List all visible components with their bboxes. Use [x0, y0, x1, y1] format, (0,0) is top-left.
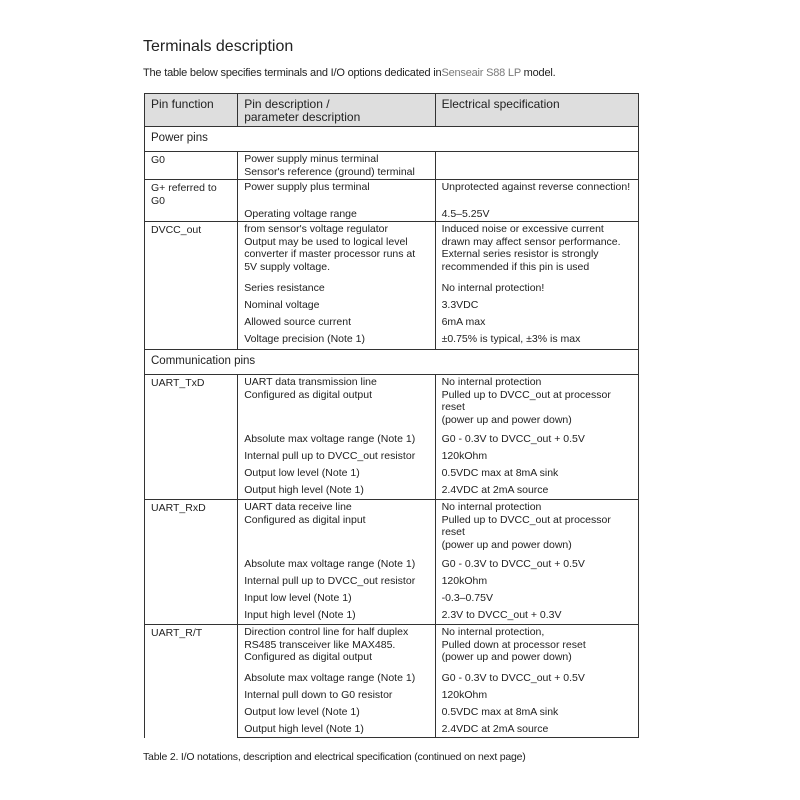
cell-text-line: Configured as digital output: [244, 651, 373, 664]
electrical-spec: [435, 332, 638, 350]
cell-text-line: Nominal voltage: [244, 298, 320, 311]
electrical-spec: [435, 298, 638, 315]
table-row: [145, 375, 639, 432]
cell-text-line: 3.3VDC: [441, 298, 479, 311]
pin-description: [238, 722, 435, 738]
cell-text-line: 120kOhm: [441, 574, 488, 587]
cell-text-line: G0 - 0.3V to DVCC_out + 0.5V: [441, 432, 585, 445]
pin-name: DVCC_out: [145, 222, 238, 350]
pin-description: [238, 315, 435, 332]
cell-text-line: Direction control line for half duplex RS485 transceiver like MAX485.: [244, 626, 409, 651]
cell-text-line: (power up and power down): [441, 538, 572, 551]
intro-text: The table below specifies terminals and I/O options dedicated in: [143, 67, 442, 79]
cell-text-line: G0 - 0.3V to DVCC_out + 0.5V: [441, 557, 585, 570]
cell-text-line: Configured as digital input: [244, 513, 366, 526]
header-pin-function: Pin function: [145, 94, 238, 127]
section-heading: Terminals description: [143, 38, 294, 55]
pin-description: [238, 557, 435, 574]
cell-text-line: Voltage precision (Note 1): [244, 332, 366, 345]
pin-description: [238, 207, 435, 222]
cell-text-line: 2.4VDC at 2mA source: [441, 722, 549, 735]
header-line: Pin description /: [244, 97, 330, 111]
table-row: [145, 180, 639, 207]
cell-text-line: Input high level (Note 1): [244, 608, 356, 621]
cell-text-line: No internal protection: [441, 501, 542, 513]
table-row: [145, 222, 639, 281]
cell-text-line: Absolute max voltage range (Note 1): [244, 557, 416, 570]
cell-text-line: (power up and power down): [441, 413, 572, 426]
electrical-spec: [435, 315, 638, 332]
cell-text-line: No internal protection: [441, 376, 542, 388]
electrical-spec: [435, 671, 638, 688]
cell-text-line: 120kOhm: [441, 688, 488, 701]
cell-text-line: Unprotected against reverse connection!: [441, 181, 631, 193]
pin-description: [238, 483, 435, 500]
cell-text-line: Power supply plus terminal: [244, 181, 370, 193]
cell-text-line: Internal pull up to DVCC_out resistor: [244, 449, 416, 462]
table-row: [145, 625, 639, 671]
cell-text-line: G0 - 0.3V to DVCC_out + 0.5V: [441, 671, 585, 684]
electrical-spec: [435, 449, 638, 466]
cell-text-line: Input low level (Note 1): [244, 591, 352, 604]
table-row: [145, 152, 639, 180]
electrical-spec: [435, 466, 638, 483]
cell-text-line: 4.5–5.25V: [441, 207, 490, 220]
electrical-spec: [435, 483, 638, 500]
cell-text-line: -0.3–0.75V: [441, 591, 493, 604]
pin-name: G+ referred to G0: [145, 180, 238, 222]
pin-description: [238, 688, 435, 705]
pin-description: [238, 449, 435, 466]
cell-text-line: 6mA max: [441, 315, 486, 328]
pin-description: [238, 222, 435, 281]
electrical-spec: [435, 705, 638, 722]
cell-text-line: Output low level (Note 1): [244, 705, 360, 718]
cell-text-line: Output low level (Note 1): [244, 466, 360, 479]
pin-description: [238, 705, 435, 722]
cell-text-line: Operating voltage range: [244, 207, 357, 220]
section-row: [145, 127, 639, 152]
cell-text-line: Power supply minus terminal: [244, 153, 379, 165]
cell-text-line: Output high level (Note 1): [244, 483, 364, 496]
pin-name: UART_RxD: [145, 500, 238, 625]
cell-text-line: 2.4VDC at 2mA source: [441, 483, 549, 496]
pin-description: [238, 591, 435, 608]
cell-text-line: (power up and power down): [441, 651, 572, 664]
electrical-spec: [435, 500, 638, 557]
cell-text-line: Absolute max voltage range (Note 1): [244, 432, 416, 445]
electrical-spec: [435, 557, 638, 574]
pin-name: UART_TxD: [145, 375, 238, 500]
pin-description: [238, 298, 435, 315]
pin-description: [238, 180, 435, 207]
electrical-spec: [435, 152, 638, 180]
cell-text-line: Induced noise or excessive current drawn may affect sensor performance. External series resistor is strongly recommended if this pin is used: [441, 223, 621, 273]
cell-text-line: Internal pull up to DVCC_out resistor: [244, 574, 416, 587]
pin-description: [238, 574, 435, 591]
cell-text-line: UART data receive line: [244, 501, 352, 513]
header-electrical-spec: Electrical specification: [435, 94, 638, 127]
electrical-spec: [435, 180, 638, 207]
cell-text-line: from sensor's voltage regulator: [244, 223, 389, 235]
pin-name: G0: [145, 152, 238, 180]
electrical-spec: [435, 207, 638, 222]
cell-text-line: 0.5VDC max at 8mA sink: [441, 705, 559, 718]
table-caption: Table 2. I/O notations, description and electrical specification (continued on next page): [143, 751, 526, 763]
cell-text-line: Pulled up to DVCC_out at processor reset: [441, 388, 611, 414]
terminals-table: [144, 93, 639, 738]
electrical-spec: [435, 432, 638, 449]
electrical-spec: [435, 608, 638, 625]
section-row: [145, 350, 639, 375]
pin-description: [238, 152, 435, 180]
cell-text-line: Output high level (Note 1): [244, 722, 364, 735]
cell-text-line: Absolute max voltage range (Note 1): [244, 671, 416, 684]
cell-text-line: No internal protection,: [441, 626, 545, 638]
electrical-spec: [435, 222, 638, 281]
header-line: parameter description: [244, 110, 361, 124]
electrical-spec: [435, 375, 638, 432]
pin-description: [238, 671, 435, 688]
cell-text-line: Sensor's reference (ground) terminal: [244, 165, 415, 178]
electrical-spec: [435, 688, 638, 705]
pin-name: UART_R/T: [145, 625, 238, 738]
cell-text-line: 120kOhm: [441, 449, 488, 462]
cell-text-line: 2.3V to DVCC_out + 0.3V: [441, 608, 562, 621]
electrical-spec: [435, 574, 638, 591]
pin-description: [238, 500, 435, 557]
electrical-spec: [435, 281, 638, 298]
table-body: [145, 127, 639, 738]
cell-text-line: Series resistance: [244, 281, 325, 294]
cell-text-line: Configured as digital output: [244, 388, 373, 401]
cell-text-line: Internal pull down to G0 resistor: [244, 688, 393, 701]
cell-text-line: UART data transmission line: [244, 376, 377, 388]
cell-text-line: 0.5VDC max at 8mA sink: [441, 466, 559, 479]
section-title: Communication pins: [145, 350, 639, 375]
header-pin-description: [238, 94, 435, 127]
cell-text-line: Allowed source current: [244, 315, 351, 328]
pin-description: [238, 332, 435, 350]
pin-description: [238, 375, 435, 432]
model-name: Senseair S88 LP: [441, 67, 521, 79]
cell-text-line: Pulled up to DVCC_out at processor reset: [441, 513, 611, 539]
cell-text-line: Output may be used to logical level converter if master processor runs at 5V supply voltage.: [244, 235, 416, 273]
pin-description: [238, 281, 435, 298]
pin-description: [238, 608, 435, 625]
section-title: Power pins: [145, 127, 639, 152]
cell-text-line: ±0.75% is typical, ±3% is max: [441, 332, 581, 345]
pin-description: [238, 432, 435, 449]
pin-description: [238, 466, 435, 483]
electrical-spec: [435, 722, 638, 738]
table-row: [145, 500, 639, 557]
table-header-row: [145, 94, 639, 127]
pin-description: [238, 625, 435, 671]
intro-paragraph: [143, 67, 555, 79]
electrical-spec: [435, 625, 638, 671]
cell-text-line: Pulled down at processor reset: [441, 638, 586, 651]
intro-text-end: model.: [520, 67, 556, 79]
cell-text-line: No internal protection!: [441, 281, 545, 294]
electrical-spec: [435, 591, 638, 608]
